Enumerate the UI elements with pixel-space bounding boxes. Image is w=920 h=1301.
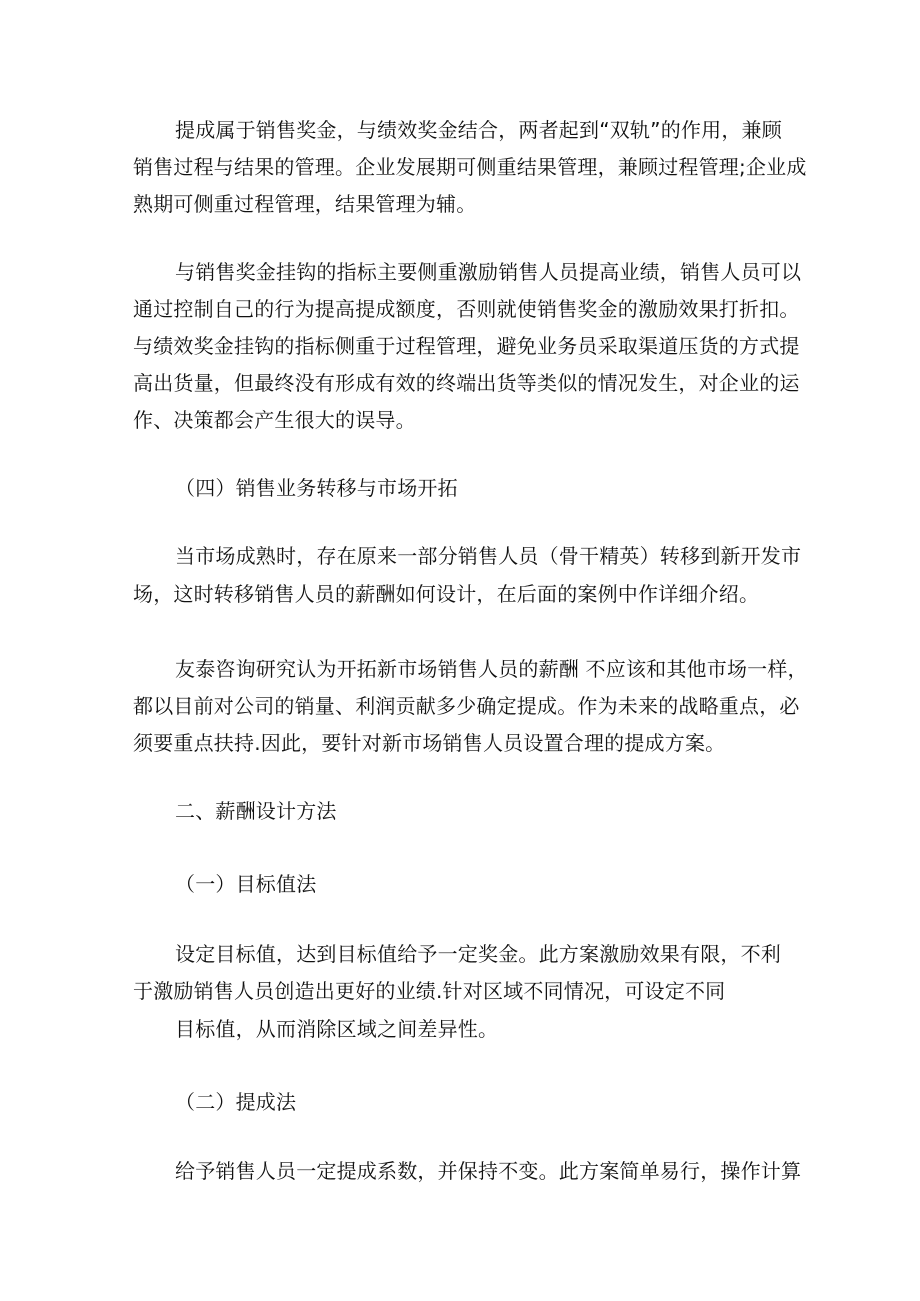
paragraph-2-line-4: 高出货量，但最终没有形成有效的终端出货等类似的情况发生，对企业的运 <box>133 371 800 395</box>
paragraph-5-line-2: 于激励销售人员创造出更好的业绩.针对区域不同情况，可设定不同 <box>133 979 726 1003</box>
paragraph-2-line-3: 与绩效奖金挂钩的指标侧重于过程管理，避免业务员采取渠道压货的方式提 <box>133 334 800 358</box>
paragraph-5-line-1: 设定目标值，达到目标值给予一定奖金。此方案激励效果有限，不利 <box>175 942 781 966</box>
section-heading-4: （四）销售业务转移与市场开拓 <box>175 476 458 500</box>
paragraph-5-line-3: 目标值，从而消除区域之间差异性。 <box>175 1017 499 1041</box>
paragraph-2-line-1: 与销售奖金挂钩的指标主要侧重激励销售人员提高业绩，销售人员可以 <box>175 260 802 284</box>
section-heading-2: 二、薪酬设计方法 <box>175 799 337 823</box>
paragraph-6-line-1: 给予销售人员一定提成系数，并保持不变。此方案简单易行，操作计算 <box>175 1159 802 1183</box>
paragraph-3-line-1: 当市场成熟时，存在原来一部分销售人员（骨干精英）转移到新开发市 <box>175 544 802 568</box>
paragraph-3-line-2: 场，这时转移销售人员的薪酬如何设计，在后面的案例中作详细介绍。 <box>133 582 760 606</box>
paragraph-1-line-3: 熟期可侧重过程管理，结果管理为辅。 <box>133 192 477 216</box>
paragraph-4-line-2: 都以目前对公司的销量、利润贡献多少确定提成。作为未来的战略重点，必 <box>133 694 800 718</box>
section-heading-2-2: （二）提成法 <box>175 1090 297 1114</box>
section-heading-2-1: （一）目标值法 <box>175 872 317 896</box>
paragraph-1-line-1: 提成属于销售奖金，与绩效奖金结合，两者起到“双轨”的作用，兼顾 <box>175 118 782 142</box>
paragraph-4-line-3: 须要重点扶持.因此，要针对新市场销售人员设置合理的提成方案。 <box>133 731 726 755</box>
paragraph-1-line-2: 销售过程与结果的管理。企业发展期可侧重结果管理，兼顾过程管理;企业成 <box>133 155 807 179</box>
paragraph-4-line-1: 友泰咨询研究认为开拓新市场销售人员的薪酬 不应该和其他市场一样， <box>175 657 808 681</box>
paragraph-2-line-5: 作、决策都会产生很大的误导。 <box>133 408 416 432</box>
paragraph-2-line-2: 通过控制自己的行为提高提成额度，否则就使销售奖金的激励效果打折扣。 <box>133 297 800 321</box>
